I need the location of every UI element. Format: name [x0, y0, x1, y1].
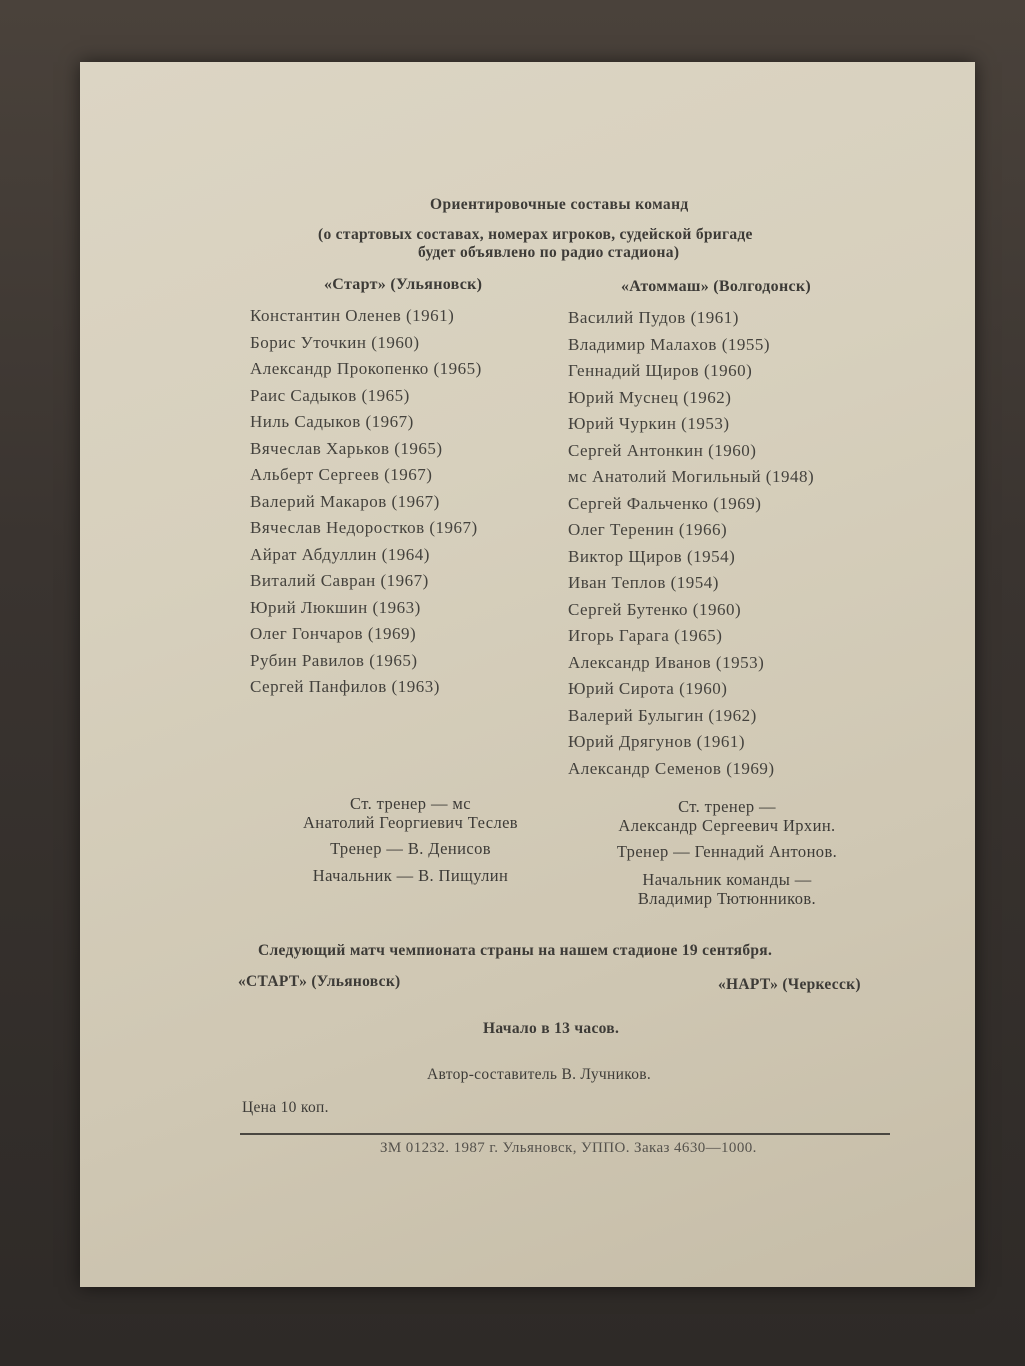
player-row-right: Василий Пудов (1961) [568, 308, 739, 327]
right-senior-coach-title: Ст. тренер — [678, 797, 776, 816]
player-row-right: Александр Иванов (1953) [568, 652, 765, 672]
player-row-left: Александр Прокопенко (1965) [250, 359, 482, 378]
footer-divider [240, 1133, 890, 1135]
match-start-time: Начало в 13 часов. [483, 1020, 620, 1037]
player-row-right: Сергей Бутенко (1960) [568, 599, 742, 619]
player-row-right: Юрий Дрягунов (1961) [568, 732, 746, 751]
player-row-left: Сергей Панфилов (1963) [250, 677, 440, 696]
player-row-right: Игорь Гарага (1965) [568, 626, 723, 645]
announcement-note-line-1: (о стартовых составах, номерах игроков, судейской бригаде [318, 226, 753, 243]
player-row-right: Виктор Щиров (1954) [568, 546, 736, 566]
player-row-left: Юрий Люкшин (1963) [250, 597, 421, 617]
author-credit: Автор-составитель В. Лучников. [427, 1066, 652, 1083]
player-row-right: Александр Семенов (1969) [568, 758, 775, 778]
player-row-right: Владимир Малахов (1955) [568, 334, 771, 354]
team-right-heading: «Атоммаш» (Волгодонск) [621, 278, 812, 295]
player-row-left: Борис Уточкин (1960) [250, 332, 420, 352]
team-left-heading: «Старт» (Ульяновск) [324, 276, 483, 293]
price-label: Цена 10 коп. [242, 1099, 329, 1116]
player-row-right: мс Анатолий Могильный (1948) [568, 467, 815, 486]
left-senior-coach-name: Анатолий Георгиевич Теслев [302, 813, 518, 832]
player-row-right: Юрий Муснец (1962) [568, 387, 732, 407]
print-imprint: ЗМ 01232. 1987 г. Ульяновск, УППО. Заказ 4630—1000. [380, 1140, 757, 1156]
player-row-right: Иван Теплов (1954) [568, 573, 719, 592]
player-row-left: Вячеслав Харьков (1965) [250, 438, 443, 458]
player-row-left: Вячеслав Недоростков (1967) [250, 518, 478, 537]
right-coach: Тренер — Геннадий Антонов. [616, 842, 838, 861]
player-row-left: Константин Оленев (1961) [250, 306, 455, 325]
left-senior-coach-title: Ст. тренер — мс [350, 794, 471, 813]
player-row-left: Рубин Равилов (1965) [250, 650, 418, 670]
page-title: Ориентировочные составы команд [430, 196, 689, 213]
player-row-right: Валерий Булыгин (1962) [568, 705, 757, 725]
next-match-announcement: Следующий матч чемпионата страны на нашем стадионе 19 сентября. [258, 942, 773, 959]
team-right-roster [568, 305, 814, 782]
next-match-away-team: «НАРТ» (Черкесск) [718, 976, 861, 993]
player-row-left: Олег Гончаров (1969) [250, 624, 417, 643]
player-row-right: Сергей Фальченко (1969) [568, 493, 762, 513]
player-row-left: Альберт Сергеев (1967) [250, 465, 433, 484]
player-row-left: Раис Садыков (1965) [250, 385, 410, 405]
player-row-right: Олег Теренин (1966) [568, 520, 728, 539]
left-coach: Тренер — В. Денисов [330, 839, 491, 858]
right-chief-name: Владимир Тютюнников. [637, 889, 817, 908]
player-row-left: Айрат Абдуллин (1964) [250, 544, 430, 564]
right-senior-coach-name: Александр Сергеевич Ирхин. [618, 816, 836, 835]
right-chief-title: Начальник команды — [642, 870, 812, 889]
player-row-right: Сергей Антонкин (1960) [568, 440, 757, 460]
player-row-right: Геннадий Щиров (1960) [568, 361, 753, 380]
program-sheet [80, 62, 975, 1287]
player-row-right: Юрий Чуркин (1953) [568, 414, 730, 433]
next-match-home-team: «СТАРТ» (Ульяновск) [238, 973, 401, 990]
player-row-left: Ниль Садыков (1967) [250, 412, 414, 431]
left-chief: Начальник — В. Пищулин [312, 866, 509, 885]
team-left-roster [250, 303, 482, 701]
player-row-left: Виталий Савран (1967) [250, 571, 429, 590]
announcement-note-line-2: будет объявлено по радио стадиона) [418, 244, 680, 261]
player-row-right: Юрий Сирота (1960) [568, 679, 728, 698]
player-row-left: Валерий Макаров (1967) [250, 491, 440, 511]
